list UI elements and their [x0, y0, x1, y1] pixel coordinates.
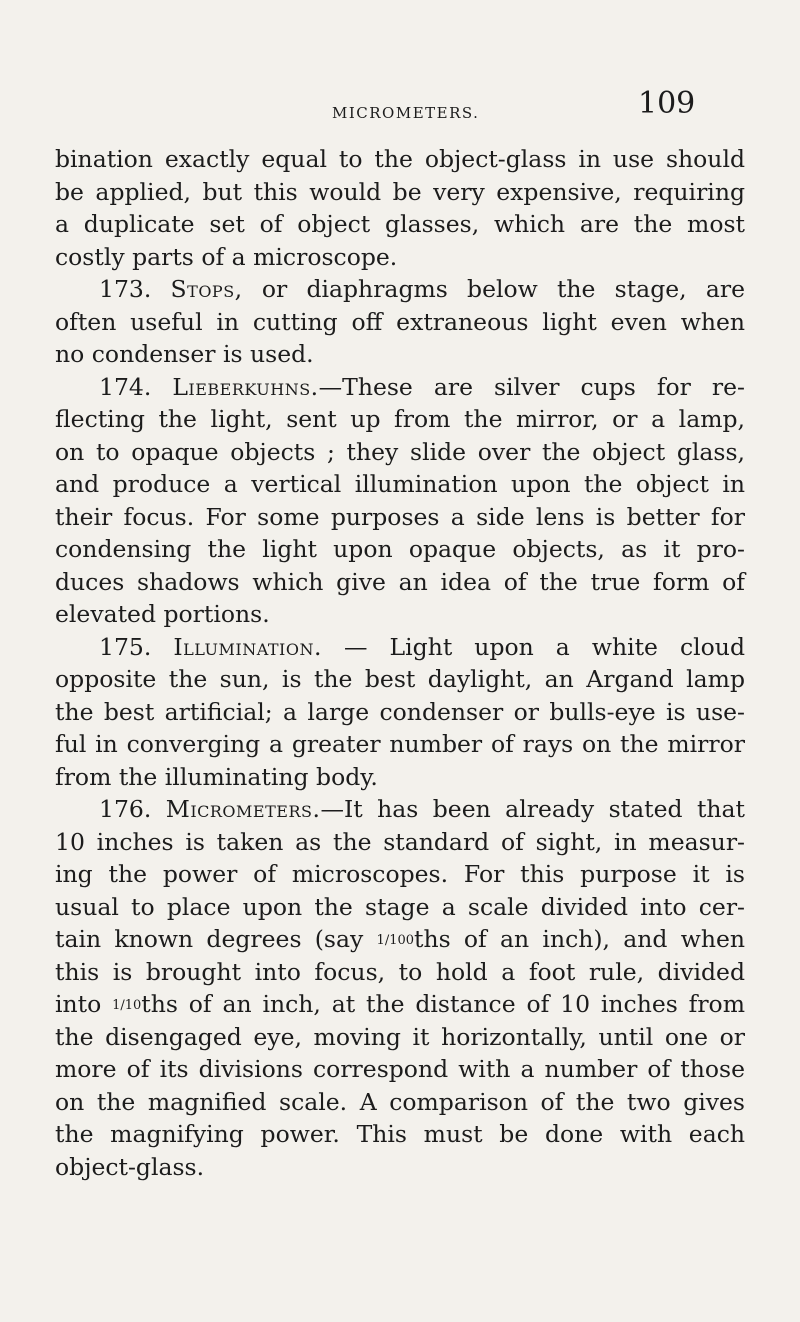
- text-line: bination exactly equal to the object-glass in use should: [55, 145, 745, 173]
- text-line: on the magnified scale. A comparison of the two gives: [55, 1087, 745, 1116]
- text-line: more of its divisions correspond with a number of those: [55, 1055, 745, 1083]
- text-line: the magnifying power. This must be done with each: [55, 1120, 745, 1148]
- text-line: elevated portions.: [55, 600, 270, 628]
- text-line-with-fraction: [55, 923, 745, 956]
- fraction: 1/100: [376, 933, 415, 948]
- text-fragment: tain known degrees (say: [55, 925, 377, 953]
- text-line: their focus. For some purposes a side lens is better for: [55, 502, 745, 531]
- text-line: or diaphragms below the stage, are: [242, 275, 745, 303]
- text-line: 10 inches is taken as the standard of sight, in measur-: [55, 827, 745, 856]
- text-line: from the illuminating body.: [55, 762, 378, 791]
- text-line: the best artificial; a large condenser or bulls-eye is use-: [55, 697, 745, 726]
- text-line: —It has been already stated that: [320, 795, 745, 823]
- section-heading: Micrometers.: [165, 795, 321, 823]
- text-line: this is brought into focus, to hold a foot rule, divided: [55, 957, 745, 986]
- text-line: no condenser is used.: [55, 340, 314, 368]
- text-line: condensing the light upon opaque objects, as it pro-: [55, 535, 745, 563]
- text-line: flecting the light, sent up from the mirror, or a lamp,: [55, 405, 745, 433]
- text-fragment: ths of an inch), and when: [414, 925, 746, 953]
- section-heading: Stops,: [170, 275, 243, 303]
- text-line: ing the power of microscopes. For this purpose it is: [55, 860, 745, 888]
- paragraph-173-first-line: [55, 273, 745, 306]
- text-line: and produce a vertical illumination upon the object in: [55, 470, 745, 498]
- text-fragment: into: [55, 990, 113, 1018]
- text-line: on to opaque objects ; they slide over the object glass,: [55, 437, 745, 466]
- text-line-with-fraction: [55, 988, 745, 1021]
- text-line: be applied, but this would be very expensive, requiring: [55, 177, 745, 206]
- page-header: [0, 86, 800, 126]
- text-line: often useful in cutting off extraneous light even when: [55, 307, 745, 336]
- paragraph-number: 174.: [99, 372, 152, 401]
- text-line: usual to place upon the stage a scale divided into cer-: [55, 892, 745, 921]
- text-line: —These are silver cups for re-: [318, 372, 745, 401]
- text-line: the disengaged eye, moving it horizontally, until one or: [55, 1022, 745, 1051]
- text-line: duces shadows which give an idea of the true form of: [55, 567, 745, 596]
- paragraph-176-first-line: [55, 793, 745, 826]
- text-line: object-glass.: [55, 1152, 205, 1181]
- body-text: [55, 143, 745, 1183]
- text-fragment: ths of an inch, at the distance of 10 inches from: [141, 990, 745, 1018]
- running-head: MICROMETERS.: [332, 104, 480, 122]
- section-heading: Lieberkuhns.: [172, 372, 319, 401]
- paragraph-number: 173.: [99, 275, 152, 303]
- text-line: a duplicate set of object glasses, which are the most: [55, 210, 745, 238]
- paragraph-number: 175.: [99, 632, 152, 661]
- fraction: 1/10: [112, 998, 142, 1013]
- section-heading: Illumination.: [173, 632, 322, 661]
- text-line: costly parts of a microscope.: [55, 242, 398, 271]
- text-line: opposite the sun, is the best daylight, an Argand lamp: [55, 665, 745, 693]
- paragraph-174-first-line: [55, 371, 745, 404]
- paragraph-number: 176.: [99, 795, 152, 823]
- text-line: — Light upon a white cloud: [321, 632, 745, 661]
- paragraph-175-first-line: [55, 631, 745, 664]
- page-number: 109: [638, 86, 696, 121]
- text-line: ful in converging a greater number of rays on the mirror: [55, 730, 745, 758]
